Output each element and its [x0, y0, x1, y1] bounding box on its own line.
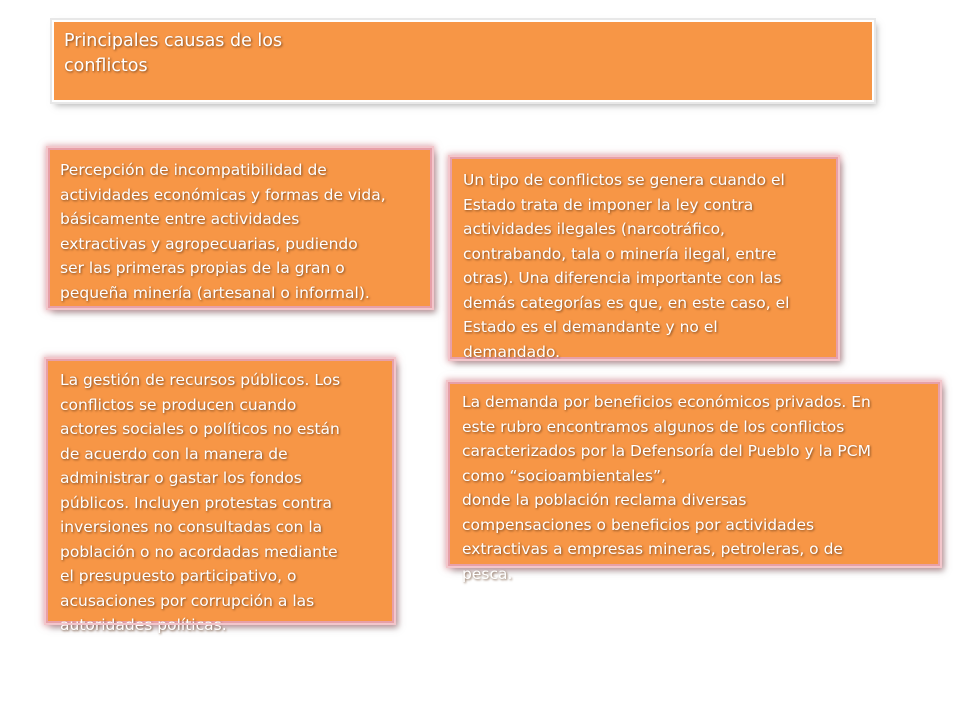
slide-title: Principales causas de los conflictos — [64, 31, 283, 76]
cause-card-private-benefits — [448, 382, 940, 583]
cause-text-illegal-activities: Un tipo de conflictos se genera cuando el Estado trata de imponer la ley contra actividades ilegales (narcotráfico, contrabando, tala o minería ilegal, entre otras). Una diferencia importante con las demás categorías es que, en este caso, el Estado es el demandante y no el demandado. — [463, 171, 790, 361]
cause-text-public-resources: La gestión de recursos públicos. Los conflictos se producen cuando actores sociales o políticos no están de acuerdo con la manera de administrar o gastar los fondos públicos. Incluyen protestas contra inversiones no consultadas con la población o no acordadas mediante el presupuesto participativo, o acusaciones por corrupción a las autoridades políticas. — [60, 371, 341, 634]
cause-text-incompatibility: Percepción de incompatibilidad de actividades económicas y formas de vida, básicamente entre actividades extractivas y agropecuarias, pudiendo ser las primeras propias de la gran o pequeña minería (artesanal o informal). — [60, 161, 386, 302]
cause-card-public-resources — [46, 359, 394, 634]
cause-text-private-benefits: La demanda por beneficios económicos privados. En este rubro encontramos algunos de los conflictos caracterizados por la Defensoría del Pueblo y la PCM como “socioambientales”, donde la población reclama diversas compensaciones o beneficios por actividades extractivas a empresas mineras, petroleras, o de pesca. — [462, 393, 871, 583]
cause-card-incompatibility — [48, 148, 432, 308]
cause-card-illegal-activities — [450, 157, 838, 359]
title-box — [52, 20, 874, 102]
